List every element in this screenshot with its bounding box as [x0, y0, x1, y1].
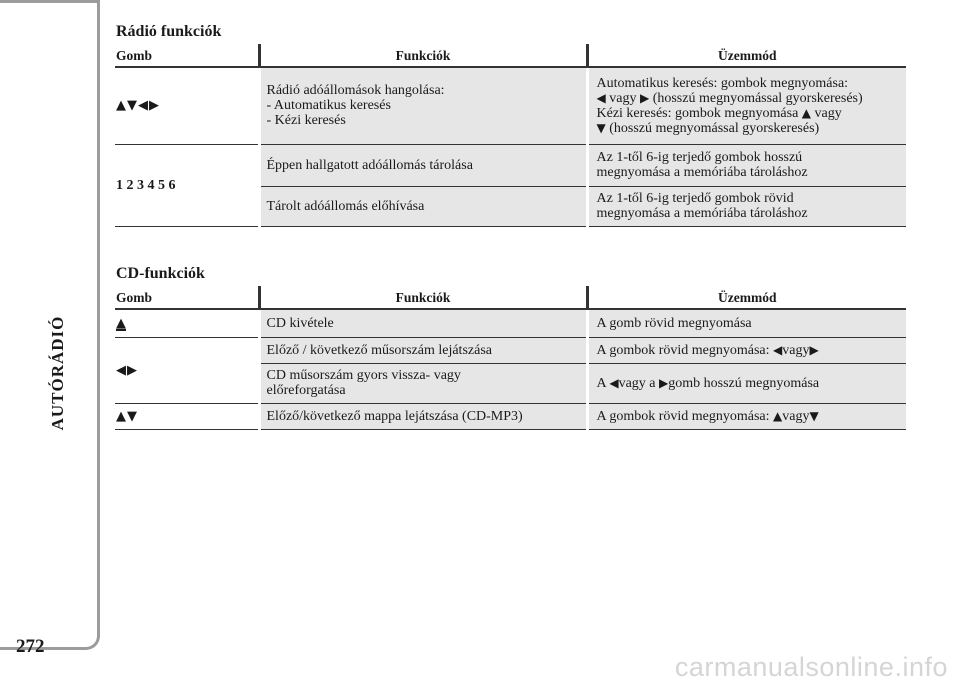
- eject-icon: ▲: [115, 309, 259, 337]
- table-header-row: [115, 44, 906, 67]
- mode-cell: A gombok rövid megnyomása: ◀vagy▶: [587, 337, 906, 363]
- func-cell: Rádió adóállomások hangolása: - Automatikus keresés - Kézi keresés: [259, 67, 587, 144]
- down-arrow-icon: ▼: [809, 408, 819, 423]
- header-mode: Üzemmód: [587, 286, 906, 309]
- radio-section: [115, 23, 906, 227]
- cd-functions-table: [115, 286, 906, 430]
- chapter-side-tab: [0, 0, 100, 650]
- watermark-text: carmanualsonline.info: [674, 652, 948, 682]
- func-cell: Tárolt adóállomás előhívása: [259, 186, 587, 226]
- func-cell: Előző / következő műsorszám lejátszása: [259, 337, 587, 363]
- right-arrow-icon: ▶: [809, 342, 819, 357]
- mode-cell: Az 1-től 6-ig terjedő gombok rövid megnyomása a memóriába tároláshoz: [587, 186, 906, 226]
- header-functions: Funkciók: [259, 44, 587, 67]
- radio-section-title: Rádió funkciók: [116, 23, 222, 40]
- header-mode: Üzemmód: [587, 44, 906, 67]
- up-arrow-icon: ▲: [801, 105, 812, 120]
- func-cell: Éppen hallgatott adóállomás tárolása: [259, 144, 587, 186]
- mode-cell: A ◀vagy a ▶gomb hosszú megnyomása: [587, 363, 906, 403]
- table-row: [115, 67, 906, 144]
- up-arrow-icon: ▲: [773, 408, 783, 423]
- right-arrow-icon: ▶: [659, 375, 669, 390]
- func-cell: CD műsorszám gyors vissza- vagy előreforgatása: [259, 363, 587, 403]
- mode-cell: Az 1-től 6-ig terjedő gombok hosszú megnyomása a memóriába tároláshoz: [587, 144, 906, 186]
- mode-cell: A gomb rövid megnyomása: [587, 309, 906, 337]
- table-row: [115, 337, 906, 363]
- header-functions: Funkciók: [259, 286, 587, 309]
- key-arrows-icon: ▲▼◀▶: [115, 67, 259, 144]
- chapter-label: AUTÓRÁDIÓ: [48, 315, 67, 431]
- page-number: 272: [16, 636, 45, 657]
- key-left-right-icon: ◀▶: [115, 337, 259, 403]
- table-row: [115, 309, 906, 337]
- table-header-row: [115, 286, 906, 309]
- table-row: [115, 144, 906, 186]
- key-up-down-icon: ▲▼: [115, 403, 259, 429]
- left-arrow-icon: ◀: [596, 90, 606, 105]
- cd-section: [115, 265, 906, 430]
- mode-cell: A gombok rövid megnyomása: ▲vagy▼: [587, 403, 906, 429]
- cd-section-title: CD-funkciók: [116, 265, 205, 282]
- right-arrow-icon: ▶: [639, 90, 650, 105]
- table-row: [115, 403, 906, 429]
- header-button: Gomb: [115, 286, 259, 309]
- mode-cell: Automatikus keresés: gombok megnyomása: ◀ vagy ▶ (hosszú megnyomással gyorskeresés) Kézi keresés: gombok megnyomása ▲ vagy ▼ (hosszú megnyomással gyorskeresés): [587, 67, 906, 144]
- func-cell: CD kivétele: [259, 309, 587, 337]
- func-cell: Előző/következő mappa lejátszása (CD-MP3): [259, 403, 587, 429]
- header-button: Gomb: [115, 44, 259, 67]
- radio-functions-table: [115, 44, 906, 227]
- down-arrow-icon: ▼: [596, 120, 606, 135]
- preset-keys: 1 2 3 4 5 6: [115, 144, 259, 226]
- left-arrow-icon: ◀: [773, 342, 783, 357]
- left-arrow-icon: ◀: [609, 375, 619, 390]
